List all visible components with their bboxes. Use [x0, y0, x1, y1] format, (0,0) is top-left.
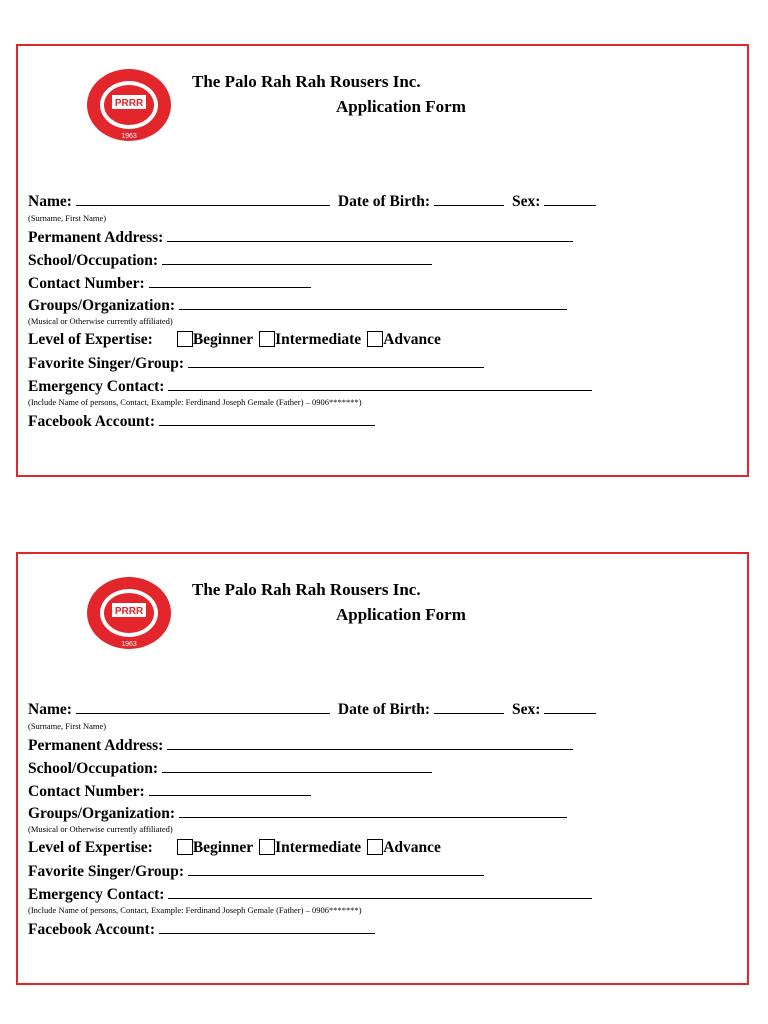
emergency-field[interactable] — [168, 885, 592, 899]
emergency-field[interactable] — [168, 377, 592, 391]
advance-checkbox[interactable] — [367, 331, 383, 347]
name-row — [28, 192, 596, 211]
groups-row — [28, 804, 567, 823]
groups-label: Groups/Organization: — [28, 297, 175, 314]
name-row — [28, 700, 596, 719]
emergency-note: (Include Name of persons, Contact, Example: Ferdinand Joseph Gemale (Father) – 0906*******) — [28, 905, 362, 915]
emergency-note: (Include Name of persons, Contact, Example: Ferdinand Joseph Gemale (Father) – 0906*******) — [28, 397, 362, 407]
address-row — [28, 736, 573, 755]
level-label: Level of Expertise: — [28, 331, 153, 348]
facebook-row — [28, 412, 375, 431]
dob-label: Date of Birth: — [337, 193, 431, 210]
dob-field[interactable] — [434, 700, 504, 714]
club-logo — [86, 576, 172, 650]
beginner-label: Beginner — [192, 331, 254, 348]
facebook-label: Facebook Account: — [28, 921, 156, 938]
contact-field[interactable] — [149, 274, 311, 288]
groups-field[interactable] — [179, 296, 567, 310]
singer-label: Favorite Singer/Group: — [28, 863, 184, 880]
club-logo — [86, 68, 172, 142]
emergency-label: Emergency Contact: — [28, 886, 165, 903]
intermediate-checkbox[interactable] — [259, 839, 275, 855]
form-subtitle: Application Form — [336, 97, 466, 116]
intermediate-checkbox[interactable] — [259, 331, 275, 347]
level-row — [28, 839, 441, 857]
contact-row — [28, 274, 311, 293]
beginner-checkbox[interactable] — [177, 331, 193, 347]
beginner-checkbox[interactable] — [177, 839, 193, 855]
name-note: (Surname, First Name) — [28, 721, 107, 731]
logo-year: 1963 — [121, 133, 137, 140]
emergency-row — [28, 377, 592, 396]
sex-field[interactable] — [544, 700, 596, 714]
singer-label: Favorite Singer/Group: — [28, 355, 184, 372]
logo-year: 1963 — [121, 641, 137, 648]
facebook-field[interactable] — [159, 920, 375, 934]
school-row — [28, 251, 432, 270]
advance-label: Advance — [383, 839, 441, 856]
school-field[interactable] — [162, 251, 432, 265]
advance-label: Advance — [383, 331, 441, 348]
school-label: School/Occupation: — [28, 760, 159, 777]
contact-row — [28, 782, 311, 801]
groups-note: (Musical or Otherwise currently affiliated) — [28, 824, 173, 834]
emergency-label: Emergency Contact: — [28, 378, 165, 395]
school-label: School/Occupation: — [28, 252, 159, 269]
form-title: The Palo Rah Rah Rousers Inc. — [192, 72, 421, 91]
dob-field[interactable] — [434, 192, 504, 206]
address-row — [28, 228, 573, 247]
singer-row — [28, 862, 484, 881]
form-subtitle: Application Form — [336, 605, 466, 624]
groups-note: (Musical or Otherwise currently affiliated) — [28, 316, 173, 326]
emergency-row — [28, 885, 592, 904]
advance-checkbox[interactable] — [367, 839, 383, 855]
contact-field[interactable] — [149, 782, 311, 796]
singer-field[interactable] — [188, 862, 484, 876]
form-title: The Palo Rah Rah Rousers Inc. — [192, 580, 421, 599]
name-note: (Surname, First Name) — [28, 213, 107, 223]
beginner-label: Beginner — [192, 839, 254, 856]
school-row — [28, 759, 432, 778]
address-field[interactable] — [167, 736, 573, 750]
name-label: Name: — [28, 701, 72, 718]
application-form-1 — [16, 44, 749, 477]
facebook-label: Facebook Account: — [28, 413, 156, 430]
logo-center-text: PRRR — [114, 98, 144, 109]
logo-center-text: PRRR — [114, 606, 144, 617]
intermediate-label: Intermediate — [275, 331, 362, 348]
name-field[interactable] — [76, 700, 330, 714]
groups-row — [28, 296, 567, 315]
contact-label: Contact Number: — [28, 275, 145, 292]
facebook-field[interactable] — [159, 412, 375, 426]
name-field[interactable] — [76, 192, 330, 206]
application-form-2 — [16, 552, 749, 985]
address-field[interactable] — [167, 228, 573, 242]
sex-label: Sex: — [512, 193, 541, 210]
intermediate-label: Intermediate — [275, 839, 362, 856]
school-field[interactable] — [162, 759, 432, 773]
level-label: Level of Expertise: — [28, 839, 153, 856]
sex-label: Sex: — [512, 701, 541, 718]
sex-field[interactable] — [544, 192, 596, 206]
dob-label: Date of Birth: — [337, 701, 431, 718]
level-row — [28, 331, 441, 349]
address-label: Permanent Address: — [28, 229, 164, 246]
groups-field[interactable] — [179, 804, 567, 818]
address-label: Permanent Address: — [28, 737, 164, 754]
name-label: Name: — [28, 193, 72, 210]
facebook-row — [28, 920, 375, 939]
singer-row — [28, 354, 484, 373]
singer-field[interactable] — [188, 354, 484, 368]
groups-label: Groups/Organization: — [28, 805, 175, 822]
contact-label: Contact Number: — [28, 783, 145, 800]
